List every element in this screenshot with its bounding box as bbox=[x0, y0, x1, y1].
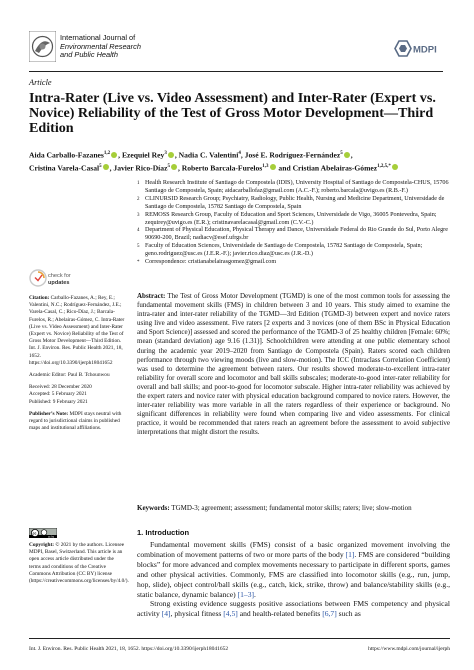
author-affil-sup: 3 bbox=[164, 151, 167, 156]
affiliation-text: CLINURSID Research Group; Psychiatry, Radiology, Public Health, Nursing and Medicine Department, Universidade de Santiago de Compostela, 15782 Santiago de Compostela, Spain bbox=[145, 195, 445, 210]
paragraph-text: . bbox=[254, 589, 256, 599]
paragraph-text: and health-related benefits bbox=[237, 609, 323, 619]
header-rule bbox=[29, 71, 443, 72]
citation-link[interactable]: [4] bbox=[161, 609, 171, 619]
author-name: and Cristian Abelairas-Gómez bbox=[278, 163, 378, 173]
affiliation-item bbox=[137, 243, 450, 259]
author-name: Nadia C. Valentini bbox=[178, 150, 239, 160]
orcid-icon[interactable] bbox=[270, 164, 276, 170]
author-line-2: Cristina Varela-Casal$^5$ , Javier Rico-Díaz$^5$ , Roberto Barcala-Furelos$^{1,3}$ and Cristian Abelairas-Gómez$^{1,2,5,*}$ bbox=[29, 161, 447, 174]
citation-link[interactable]: [1] bbox=[345, 549, 355, 559]
affiliation-number: 5 bbox=[137, 244, 140, 250]
citation-link[interactable]: [1–3] bbox=[237, 589, 255, 599]
footer-citation[interactable]: Int. J. Environ. Res. Public Health 2021, 18, 1652. https://doi.org/10.3390/ijerph18041652 bbox=[29, 646, 229, 652]
received-date: Received: 28 December 2020 bbox=[29, 384, 92, 391]
citation-label: Citation: bbox=[29, 295, 50, 301]
dates-block bbox=[29, 384, 125, 406]
publisher-note bbox=[29, 411, 125, 433]
affiliation-number: 3 bbox=[137, 212, 140, 218]
abstract-label: Abstract: bbox=[137, 292, 166, 300]
svg-text:cc: cc bbox=[32, 531, 37, 536]
orcid-icon[interactable] bbox=[171, 164, 177, 170]
journal-logo-icon bbox=[29, 31, 56, 62]
keywords-label: Keywords: bbox=[137, 504, 170, 512]
abstract bbox=[137, 292, 450, 438]
affiliations bbox=[137, 180, 450, 267]
author-affil-sup: 1,2 bbox=[103, 151, 111, 156]
paragraph-text: , physical fitness bbox=[170, 609, 224, 619]
journal-name-line2: Environmental Research bbox=[60, 41, 141, 51]
journal-name-line1: International Journal of bbox=[60, 33, 136, 42]
abstract-text: The Test of Gross Motor Development (TGMD) is one of the most common tools for assessing the fundamental movement skills (FMS) in children between 3 and 10 years. This study aimed to examine the intra-rater and inter-rater reliability of the TGMD—3rd Edition (TGMD-3) between expert and novice raters using live and video assessment. Five raters [2 experts and 3 novices (one of them BSc in Physical Education and Sport Science)] assessed and scored the performance of the TGMD-3 of 25 healthy children [Female: 60%; mean (standard deviation) age 9.16 (1.31)]. Schoolchildren were attending at one public elementary school during the academic year 2019–2020 from Santiago de Compostela (Spain). Raters scored each children performance through two viewing moods (live and slow-motion). The ICC (Intraclass Correlation Coefficient) was used to determine the agreement between raters. Our results showed moderate-to-excellent intra-rater reliability for overall score and locomotor and ball skills subscales; moderate-to-good inter-rater reliability for overall and ball skills; and poor-to-good for locomotor subscale. Higher intra-rater reliability was achieved by the expert raters and novice rater with physical education background compared to novice raters. However, the inter-rater reliability was more variable in all the raters regardless of their experience or background. No significant differences in reliability were found when comparing live and video assessments. For clinical practice, it would be recommended that raters reach an agreement before the assessment to avoid subjective interpretations that might distort the results. bbox=[137, 292, 450, 437]
paragraph bbox=[137, 599, 450, 619]
author-affil-sup: 1,3 bbox=[262, 163, 269, 169]
author-name: Javier Rico-Díaz bbox=[113, 163, 168, 173]
footer-journal-link[interactable]: https://www.mdpi.com/journal/ijerph bbox=[368, 646, 450, 652]
accepted-date: Accepted: 5 February 2021 bbox=[29, 391, 87, 398]
copyright-text: © 2021 by the authors. Licensee MDPI, Basel, Switzerland. This article is an open access article distributed under the terms and conditions of the Creative Commons Attribution (CC BY) license (https://creativecommons.org/licenses/by/4.0/). bbox=[29, 542, 129, 585]
citation-link[interactable]: [4,5] bbox=[223, 609, 238, 619]
citation-block bbox=[29, 295, 125, 367]
introduction-heading: 1. Introduction bbox=[137, 528, 190, 537]
publisher-name: MDPI bbox=[413, 44, 437, 56]
orcid-icon[interactable] bbox=[111, 152, 117, 158]
paragraph-text: . FMS are considered “building blocks” for more advanced and complex movements necessary to participate in different sports, games and other physical activities. Commonly, FMS are classified into locomotor skills (e.g., run, jump, hop, slide), object control/ball skills (e.g., catch, kick, strike, throw) and balance/stability skills (e.g., static balance, dynamic balance) bbox=[137, 549, 451, 599]
affiliation-item bbox=[137, 212, 450, 228]
publisher-note-text: MDPI stays neutral with regard to jurisdictional claims in published maps and institutional affiliations. bbox=[29, 410, 122, 432]
journal-name bbox=[60, 34, 141, 60]
affiliation-text: REMOSS Research Group, Faculty of Education and Sport Sciences, Universidade de Vigo, 36005 Pontevedra, Spain; zequirey@uvigo.es (E.R.); cristinavarelacasal@gmail.com (C.V.-C.) bbox=[145, 211, 437, 226]
affiliation-item bbox=[137, 227, 450, 243]
author-line-1: Aida Carballo-Fazanes$^{1,2}$ , Ezequiel Rey$^3$ , Nadia C. Valentini$^4$, José E. Rodríguez-Fernández$^5$ , bbox=[29, 150, 353, 160]
affiliation-number: * bbox=[137, 260, 140, 266]
orcid-icon[interactable] bbox=[103, 164, 109, 170]
article-type: Article bbox=[29, 78, 52, 87]
author-affil-sup: 5 bbox=[167, 163, 170, 169]
affiliation-text: Faculty of Education Sciences, Universidade de Santiago de Compostela, 15782 Santiago de Compostela, Spain; geno.rodriguez@usc.es (J.E.R.-F.); javier.rico.diaz@usc.es (J.R.-D.) bbox=[145, 243, 423, 258]
author-list bbox=[29, 148, 447, 173]
author-name: Cristina Varela-Casal bbox=[29, 163, 100, 173]
citation-link[interactable]: [6,7] bbox=[322, 609, 337, 619]
citation-text[interactable]: Carballo-Fazanes, A.; Rey, E.; Valentini, N.C.; Rodríguez-Fernández, J.E.; Varela-Casal, C.; Rico-Díaz, J.; Barcala-Furelos, R.; Abelairas-Gómez, C. Intra-Rater (Live vs. Video Assessment) and Inter-Rater (Expert vs. Novice) Reliability of the Test of Gross Motor Development—Third Edition. Int. J. Environ. Res. Public Health 2021, 18, 1652. https://doi.org/10.3390/ijerph18041652 bbox=[29, 295, 125, 366]
author-affil-sup: 1,2,5,* bbox=[377, 163, 391, 169]
keywords bbox=[137, 504, 450, 513]
journal-name-line3: and Public Health bbox=[60, 50, 118, 60]
check-updates-line2: updates bbox=[48, 280, 70, 286]
affiliation-item bbox=[137, 180, 450, 196]
affiliation-text: Health Research Institute of Santiago de Compostela (IDIS), University Hospital of Santiago de Compostela-CHUS, 15706 Santiago de Compostela, Spain; aidacarballofaz@gmail.com (A.C.-F.); roberto.barcala@uvigo.es (R.B.-F.) bbox=[145, 180, 449, 194]
author-name: Aida Carballo-Fazanes bbox=[29, 150, 104, 160]
affiliation-number: 1 bbox=[137, 181, 140, 186]
check-updates-line1: check for bbox=[48, 273, 71, 279]
orcid-icon[interactable] bbox=[344, 152, 350, 158]
published-date: Published: 9 February 2021 bbox=[29, 398, 88, 405]
editor-block bbox=[29, 372, 125, 379]
sidebar bbox=[29, 295, 125, 437]
author-affil-sup: 4 bbox=[238, 151, 241, 156]
affiliation-number: 2 bbox=[137, 196, 140, 202]
check-for-updates-badge[interactable] bbox=[29, 268, 77, 288]
paragraph-text: Strong existing evidence suggests positive associations between FMS competency and physical activity bbox=[137, 599, 450, 619]
affiliation-text: Department of Physical Education, Physical Therapy and Dance, Universidade Federal do Rio Grande do Sul, Porto Alegre 90690-200, Brazil; nadiacv@esef.ufrgs.br bbox=[145, 227, 448, 242]
correspondence-text: Correspondence: cristianabelairasgomez@gmail.com bbox=[145, 259, 277, 266]
affiliation-number: 4 bbox=[137, 228, 140, 234]
author-name: Ezequiel Rey bbox=[121, 150, 165, 160]
author-name: Roberto Barcala-Furelos bbox=[181, 163, 263, 173]
cc-badge-text: cc by bbox=[48, 535, 55, 538]
paragraph-text: such as bbox=[336, 609, 361, 619]
editor-name: Paul B. Tchounwou bbox=[67, 372, 110, 379]
paper-title: Intra-Rater (Live vs. Video Assessment) and Inter-Rater (Expert vs. Novice) Reliability of the Test of Gross Motor Development—Third Edition bbox=[29, 90, 436, 136]
paragraph bbox=[137, 540, 450, 599]
cc-by-license-icon[interactable] bbox=[29, 528, 57, 538]
affiliation-item bbox=[137, 196, 450, 212]
footer-rule bbox=[29, 638, 450, 639]
mdpi-logo-icon bbox=[393, 39, 439, 58]
author-affil-sup: 5 bbox=[99, 163, 102, 169]
paragraph-text: Fundamental movement skills (FMS) consist of a basic organized movement involving the combination of movement patterns of two or more parts of the body bbox=[137, 540, 450, 559]
orcid-icon[interactable] bbox=[168, 152, 174, 158]
keywords-text: TGMD-3; agreement; assessment; fundamental motor skills; raters; live; slow-motion bbox=[171, 504, 412, 512]
editor-label: Academic Editor: bbox=[29, 372, 67, 379]
orcid-icon[interactable] bbox=[392, 164, 398, 170]
author-affil-sup: 5 bbox=[340, 151, 343, 156]
introduction-body bbox=[137, 540, 450, 619]
author-name: José E. Rodríguez-Fernández bbox=[244, 150, 341, 160]
affiliation-item bbox=[137, 259, 450, 267]
copyright-block bbox=[29, 542, 129, 585]
copyright-label: Copyright: bbox=[29, 542, 55, 548]
publisher-note-label: Publisher’s Note: bbox=[29, 410, 69, 417]
